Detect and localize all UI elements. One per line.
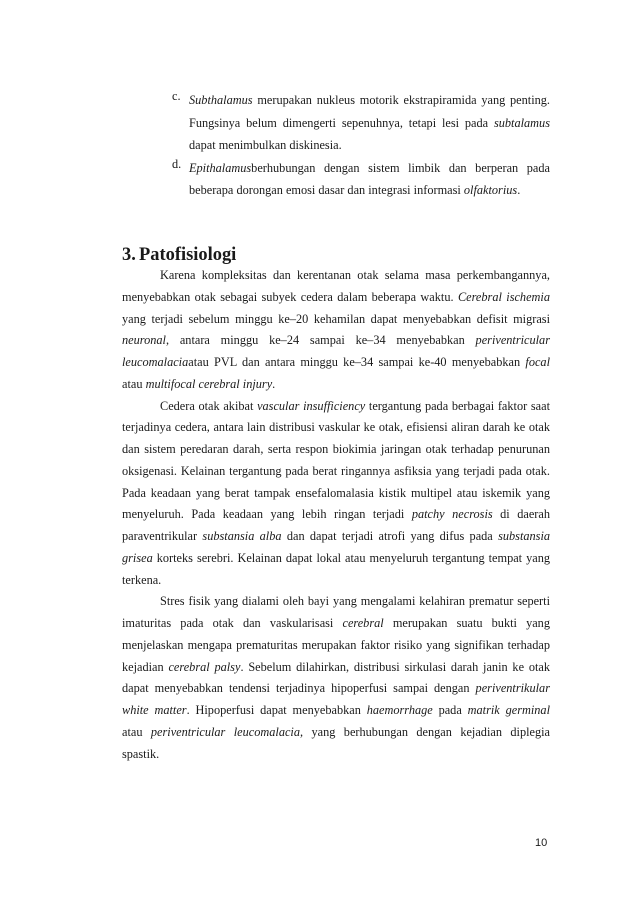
list-item bbox=[172, 157, 550, 202]
text-run: . Hipoperfusi dapat menyebabkan bbox=[186, 703, 367, 717]
text-run: pada bbox=[432, 703, 468, 717]
italic-term: Subthalamus bbox=[189, 93, 253, 107]
section-body bbox=[122, 265, 550, 765]
text-run: atau bbox=[122, 376, 146, 391]
text-run: tergantung pada berbagai faktor saat terjadinya cedera, antara lain distribusi vaskular ke otak, efisiensi aliran darah ke otak dan sistem peredaran darah, serta respon biokimia jaringan otak terhadap penurunan oksigenasi. Kelainan tergantung pada berat ringannya asfiksia yang terjadi pada otak. Pada keadaan yang berat tampak ensefalomalasia kistik multipel atau iskemik yang menyeluruh. Pada keadaan yang lebih ringan terjadi bbox=[122, 398, 550, 522]
text-run: Cedera otak akibat bbox=[160, 398, 258, 413]
text-run: atau bbox=[122, 724, 151, 739]
text-run: . Sebelum dilahirkan, distribusi sirkulasi darah janin ke otak dapat menyebabkan tendensi terjadinya hipoperfusi sampai dengan bbox=[122, 659, 551, 696]
text-run: dan dapat terjadi atrofi yang difus pada bbox=[281, 529, 499, 543]
text-run: merupakan nukleus motorik ekstrapiramida yang penting. Fungsinya belum dimengerti sepenuhnya, tetapi lesi pada bbox=[189, 93, 550, 130]
italic-term: Epithalamus bbox=[189, 160, 252, 175]
italic-term: haemorrhage bbox=[366, 703, 433, 717]
italic-term: neuronal bbox=[122, 333, 166, 348]
list-marker: c. bbox=[172, 89, 181, 103]
text-run: berhubungan dengan sistem limbik dan berperan pada beberapa dorongan emosi dasar dan integrasi informasi bbox=[189, 160, 550, 197]
italic-term: substansia grisea bbox=[122, 529, 551, 565]
italic-term: patchy necrosis bbox=[411, 507, 493, 522]
section-title: Patofisiologi bbox=[139, 244, 237, 264]
italic-term: cerebral palsy bbox=[168, 659, 241, 674]
italic-term: cerebral bbox=[342, 616, 384, 630]
section-heading bbox=[122, 243, 236, 265]
list-item bbox=[172, 89, 550, 157]
text-run: yang terjadi sebelum minggu ke–20 kehamilan dapat menyebabkan defisit migrasi bbox=[122, 311, 550, 326]
text-run: Karena kompleksitas dan kerentanan otak selama masa perkembangannya, menyebabkan otak sebagai subyek cedera dalam beberapa waktu. bbox=[122, 268, 550, 304]
text-run: atau PVL dan antara minggu ke–34 sampai ke-40 menyebabkan bbox=[188, 355, 526, 369]
text-run: . bbox=[272, 376, 276, 391]
text-run: merupakan suatu bukti yang menjelaskan mengapa prematuritas merupakan faktor risiko yang signifikan terhadap kejadian bbox=[122, 616, 550, 674]
list-item-text bbox=[189, 89, 550, 157]
page-number: 10 bbox=[535, 837, 548, 849]
text-run: di daerah paraventrikular bbox=[122, 507, 550, 543]
italic-term: periventricular leucomalacia bbox=[122, 333, 550, 369]
sub-list bbox=[172, 89, 550, 202]
italic-term: olfaktorius bbox=[463, 183, 518, 197]
text-run: , antara minggu ke–24 sampai ke–34 menyebabkan bbox=[165, 333, 476, 348]
paragraph bbox=[122, 396, 550, 592]
text-run: Stres fisik yang dialami oleh bayi yang mengalami kelahiran prematur seperti imaturitas pada otak dan vaskularisasi bbox=[122, 594, 550, 630]
list-marker: d. bbox=[172, 156, 182, 171]
italic-term: substansia alba bbox=[202, 529, 282, 543]
paragraph bbox=[122, 591, 550, 765]
text-run: korteks serebri. Kelainan dapat lokal atau menyeluruh tergantung tempat yang terkena. bbox=[122, 550, 550, 587]
italic-term: periventrikular white matter bbox=[122, 681, 550, 717]
paragraph bbox=[122, 265, 550, 396]
text-run: dapat menimbulkan diskinesia. bbox=[189, 138, 342, 152]
text-run: yang berhubungan dengan kejadian diplegia spastik. bbox=[122, 724, 550, 761]
italic-term: Cerebral ischemia bbox=[457, 289, 550, 304]
italic-term: vascular insufficiency bbox=[257, 398, 366, 413]
text-run: . bbox=[517, 183, 521, 197]
italic-term: matrik germinal bbox=[467, 703, 550, 717]
list-item-text bbox=[189, 157, 550, 202]
italic-term: multifocal cerebral injury bbox=[145, 376, 273, 391]
section-number: 3. bbox=[122, 244, 136, 264]
italic-term: focal bbox=[525, 355, 550, 369]
italic-term: subtalamus bbox=[493, 115, 550, 130]
italic-term: periventricular leucomalacia, bbox=[150, 724, 304, 739]
